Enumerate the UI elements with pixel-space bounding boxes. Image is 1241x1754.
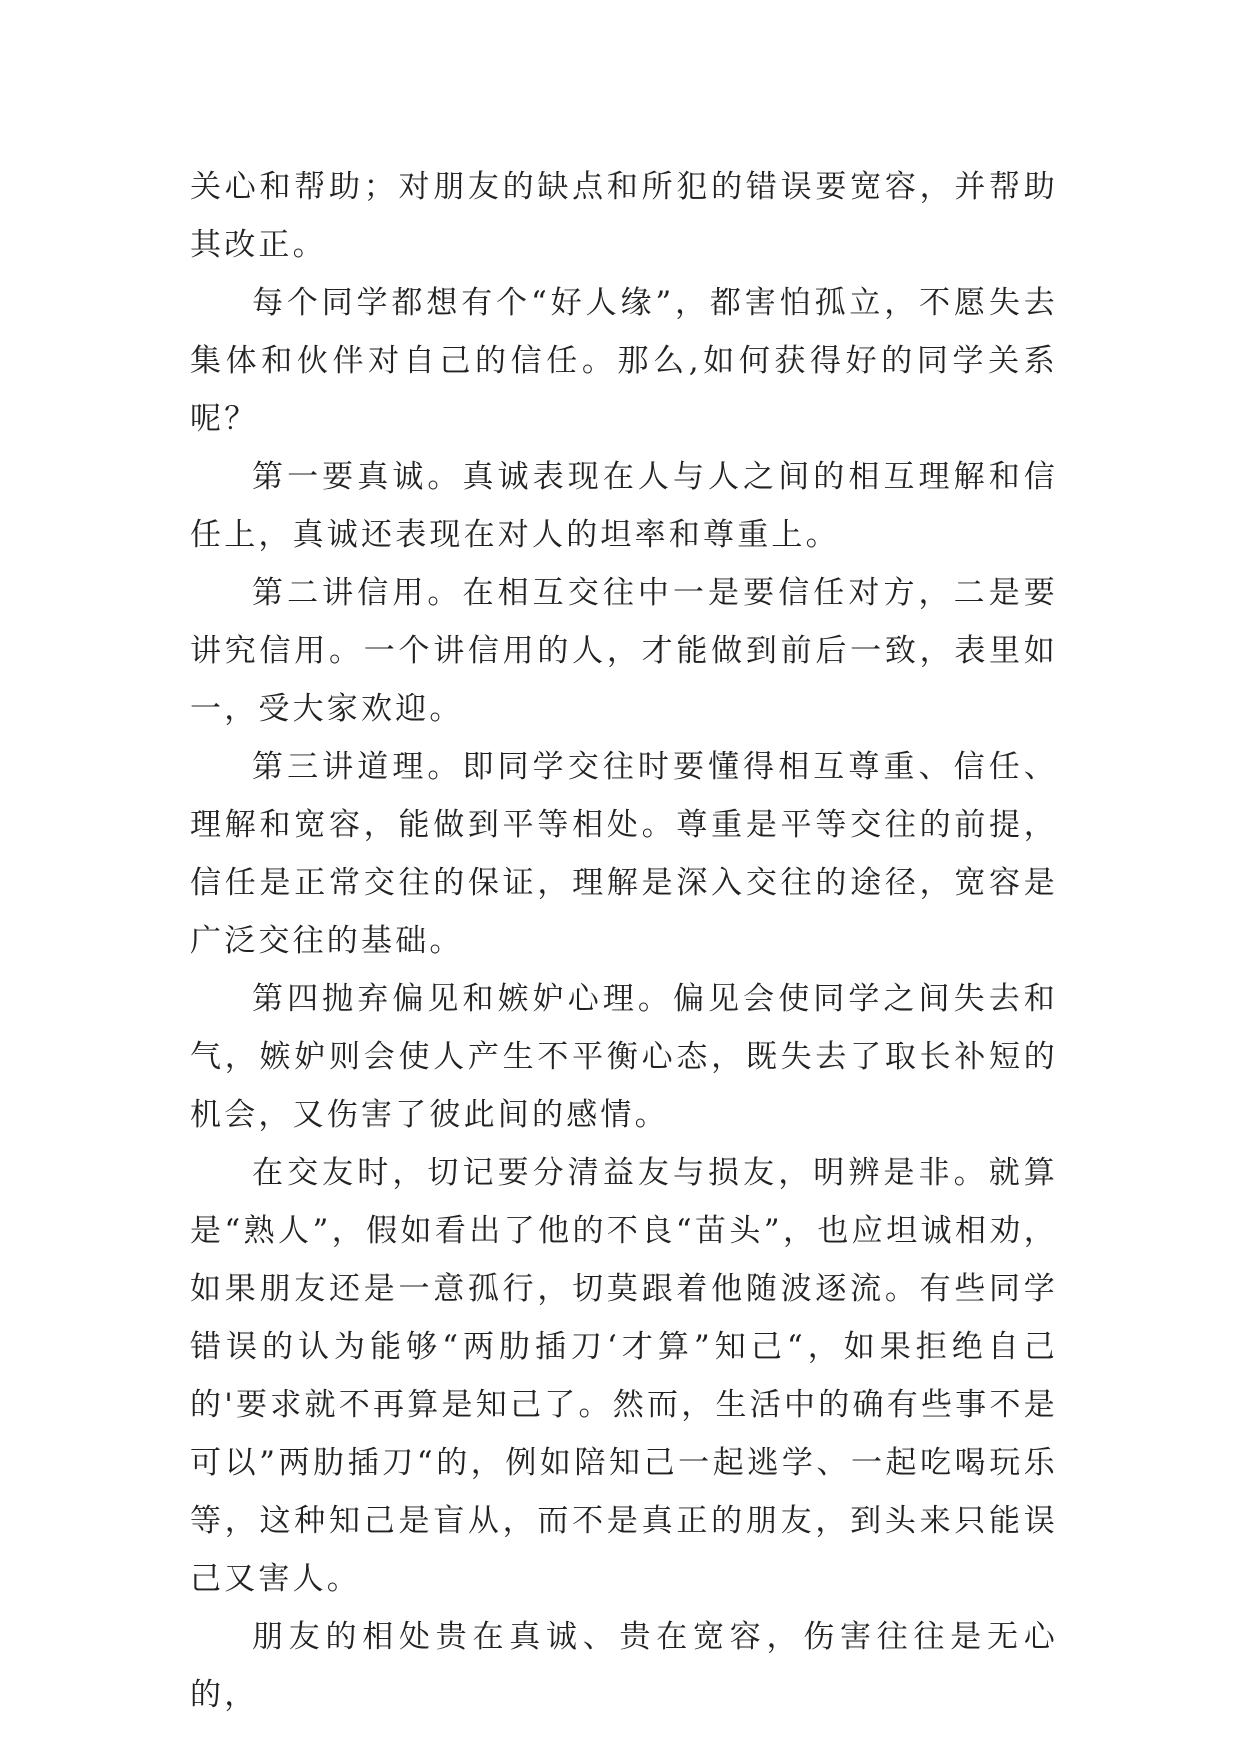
- paragraph: 关心和帮助；对朋友的缺点和所犯的错误要宽容，并帮助其改正。: [190, 169, 1058, 263]
- paragraph: 第一要真诚。真诚表现在人与人之间的相互理解和信任上，真诚还表现在对人的坦率和尊重上。: [190, 459, 1058, 553]
- paragraph: 每个同学都想有个“好人缘”，都害怕孤立，不愿失去集体和伙伴对自己的信任。那么,如何获得好的同学关系呢？: [190, 285, 1058, 437]
- paragraph: 在交友时，切记要分清益友与损友，明辨是非。就算是“熟人”，假如看出了他的不良“苗头”，也应坦诚相劝，如果朋友还是一意孤行，切莫跟着他随波逐流。有些同学错误的认为能够“两肋插刀‘才算”知己“，如果拒绝自己的'要求就不再算是知己了。然而，生活中的确有些事不是可以”两肋插刀“的，例如陪知己一起逃学、一起吃喝玩乐等，这种知己是盲从，而不是真正的朋友，到头来只能误己又害人。: [190, 1155, 1058, 1597]
- paragraph: 朋友的相处贵在真诚、贵在宽容，伤害往往是无心的，: [190, 1619, 1058, 1713]
- document-body: [190, 158, 1058, 1724]
- paragraph: 第三讲道理。即同学交往时要懂得相互尊重、信任、理解和宽容，能做到平等相处。尊重是平等交往的前提，信任是正常交往的保证，理解是深入交往的途径，宽容是广泛交往的基础。: [190, 749, 1058, 959]
- paragraph: 第二讲信用。在相互交往中一是要信任对方，二是要讲究信用。一个讲信用的人，才能做到前后一致，表里如一，受大家欢迎。: [190, 575, 1058, 727]
- paragraph: 第四抛弃偏见和嫉妒心理。偏见会使同学之间失去和气，嫉妒则会使人产生不平衡心态，既失去了取长补短的机会，又伤害了彼此间的感情。: [190, 981, 1058, 1133]
